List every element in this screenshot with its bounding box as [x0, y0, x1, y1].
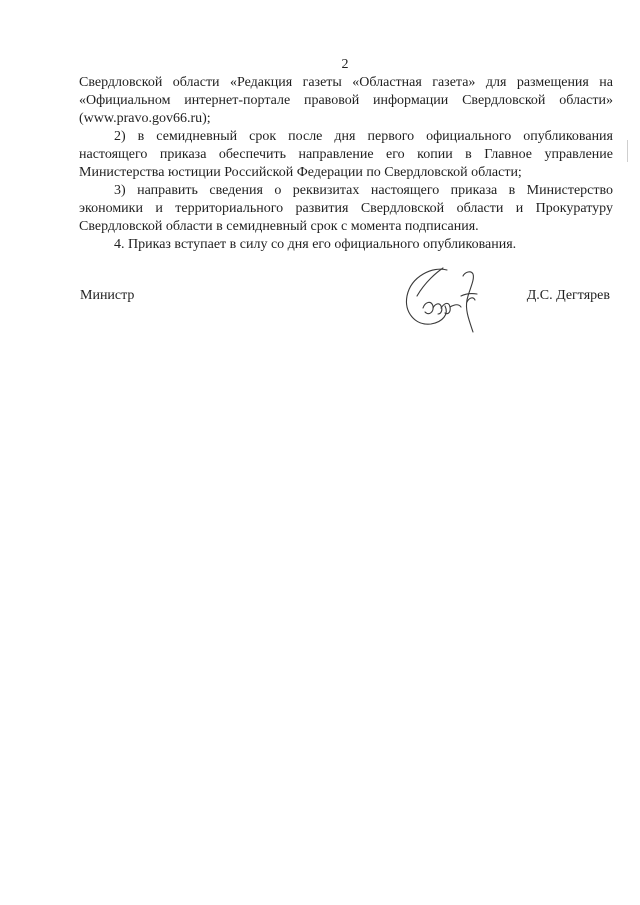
paragraph-item-3: 3) направить сведения о реквизитах настоящего приказа в Министерство экономики и территориального развития Свердловской области и Прокуратуру Свердловской области в семидневный срок с момента подписания. [79, 183, 613, 234]
handwritten-signature [403, 262, 487, 334]
signer-title: Министр [80, 288, 135, 303]
document-body [79, 74, 613, 254]
paragraph-item-4: 4. Приказ вступает в силу со дня его официального опубликования. [114, 237, 517, 252]
page-number: 2 [341, 57, 349, 72]
signer-name: Д.С. Дегтярев [526, 288, 610, 303]
paragraph-continuation: Свердловской области «Редакция газеты «Областная газета» для размещения на «Официальном интернет-портале правовой информации Свердловской области» (www.pravo.gov66.ru); [79, 75, 613, 126]
paragraph-item-2: 2) в семидневный срок после дня первого официального опубликования настоящего приказа обеспечить направление его копии в Главное управление Министерства юстиции Российской Федерации по Свердловской области; [79, 129, 613, 180]
margin-mark [626, 140, 629, 162]
